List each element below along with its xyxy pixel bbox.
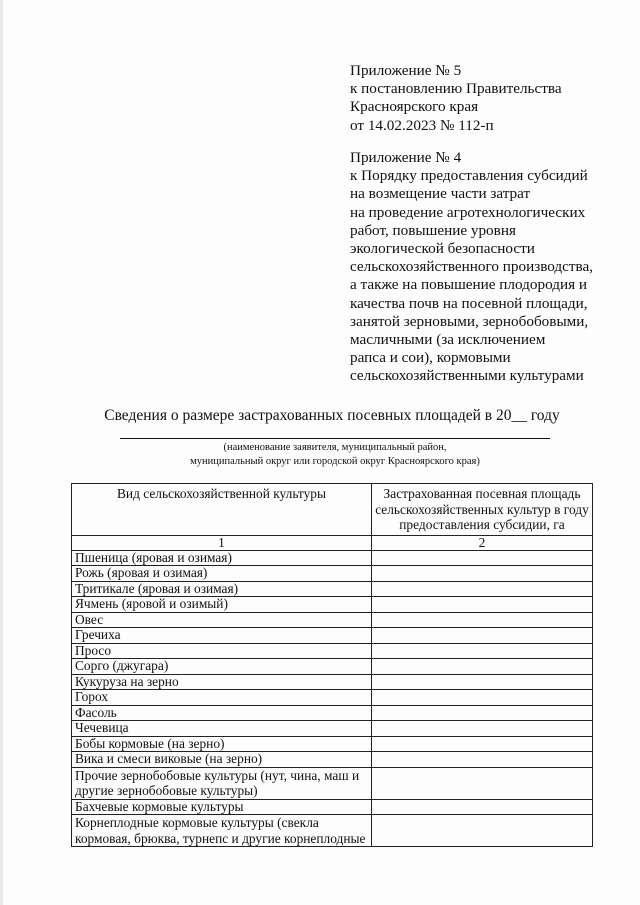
annex4-line: качества почв на посевной площади, [350,294,588,312]
crop-name-line: Прочие зернобобовые культуры (нут, чина, маш и [75,767,360,783]
area-cell [372,767,593,799]
crop-name: Кукуруза на зерно [72,674,372,690]
table-row [72,597,593,613]
annex4-line: работ, повышение уровня [350,221,516,239]
caption-line: (наименование заявителя, муниципальный район, [223,442,447,453]
area-cell [372,612,593,628]
crop-name-line: Корнеплодные кормовые культуры (свекла [75,815,319,830]
annex4-line: сельскохозяйственного производства, [350,258,594,276]
column-numbers-row [72,535,593,550]
annex4-line: рапса и сои), кормовыми [350,349,511,367]
table-row [72,799,593,815]
annex4-line: занятой зерновыми, зернобобовыми, [350,312,589,330]
area-cell [372,643,593,659]
crop-name: Пшеница (яровая и озимая) [72,550,372,566]
table-row [72,815,593,847]
scan-edge [0,0,3,905]
document-title: Сведения о размере застрахованных посевных площадей в 20__ году [104,407,560,424]
area-cell [372,799,593,815]
header-crop-type: Вид сельскохозяйственной культуры [72,484,372,536]
crop-name: Овес [72,612,372,628]
area-cell [372,581,593,597]
area-cell [372,628,593,644]
crop-name: Бобы кормовые (на зерно) [72,736,372,752]
crop-name: Сорго (джугара) [72,659,372,675]
crop-name: Просо [72,643,372,659]
caption-line: муниципальный округ или городской округ Красноярского края) [190,456,480,467]
area-cell [372,659,593,675]
area-cell [372,815,593,847]
blank-line-caption [130,441,540,469]
table-row [72,721,593,737]
annex4-line: экологической безопасности [350,240,535,258]
crop-name: Бахчевые кормовые культуры [72,799,372,815]
table-row [72,612,593,628]
crop-name: Тритикале (яровая и озимая) [72,581,372,597]
crop-name: Чечевица [72,721,372,737]
crop-name-line: другие зернобобовые культуры) [75,783,258,798]
table-row [72,690,593,706]
annex5-line: от 14.02.2023 № 112-п [350,116,494,134]
annex4-line: к Порядку предоставления субсидий [350,167,588,185]
annex-5-header [350,62,562,135]
area-cell [372,721,593,737]
header-insured-area: Застрахованная посевная площадь сельскохозяйственных культур в году предоставления субсидии, га [372,484,593,536]
annex5-line: Приложение № 5 [350,62,462,79]
area-cell [372,550,593,566]
annex5-line: Красноярского края [350,98,479,116]
crop-name [72,767,372,799]
area-cell [372,566,593,582]
table-row [72,550,593,566]
crop-name: Ячмень (яровой и озимый) [72,597,372,613]
area-cell [372,736,593,752]
table-row [72,736,593,752]
annex4-line: сельскохозяйственными культурами [350,367,584,385]
crop-name: Вика и смеси виковые (на зерно) [72,752,372,768]
table-row [72,643,593,659]
table-row [72,705,593,721]
applicant-blank-line [120,438,550,439]
crop-name-line: кормовая, брюква, турнепс и другие корнеплодные [75,830,366,846]
insured-areas-table [71,483,593,847]
table-row [72,659,593,675]
table-header-row [72,484,593,536]
table-row [72,752,593,768]
crop-name: Гречиха [72,628,372,644]
annex-4-header [350,149,593,386]
area-cell [372,752,593,768]
table-row [72,581,593,597]
crop-name: Горох [72,690,372,706]
column-number: 2 [372,535,593,550]
table-row [72,566,593,582]
table-row [72,628,593,644]
table-row [72,674,593,690]
table-row [72,767,593,799]
crop-name: Рожь (яровая и озимая) [72,566,372,582]
annex4-line: на возмещение части затрат [350,185,531,203]
column-number: 1 [72,535,372,550]
annex4-line: масличными (за исключением [350,331,546,349]
area-cell [372,674,593,690]
area-cell [372,597,593,613]
area-cell [372,690,593,706]
annex5-line: к постановлению Правительства [350,80,562,98]
crop-name [72,815,372,847]
annex4-line: Приложение № 4 [350,149,462,166]
crop-name: Фасоль [72,705,372,721]
area-cell [372,705,593,721]
annex4-line: а также на повышение плодородия и [350,276,587,294]
annex4-line: на проведение агротехнологических [350,203,586,221]
